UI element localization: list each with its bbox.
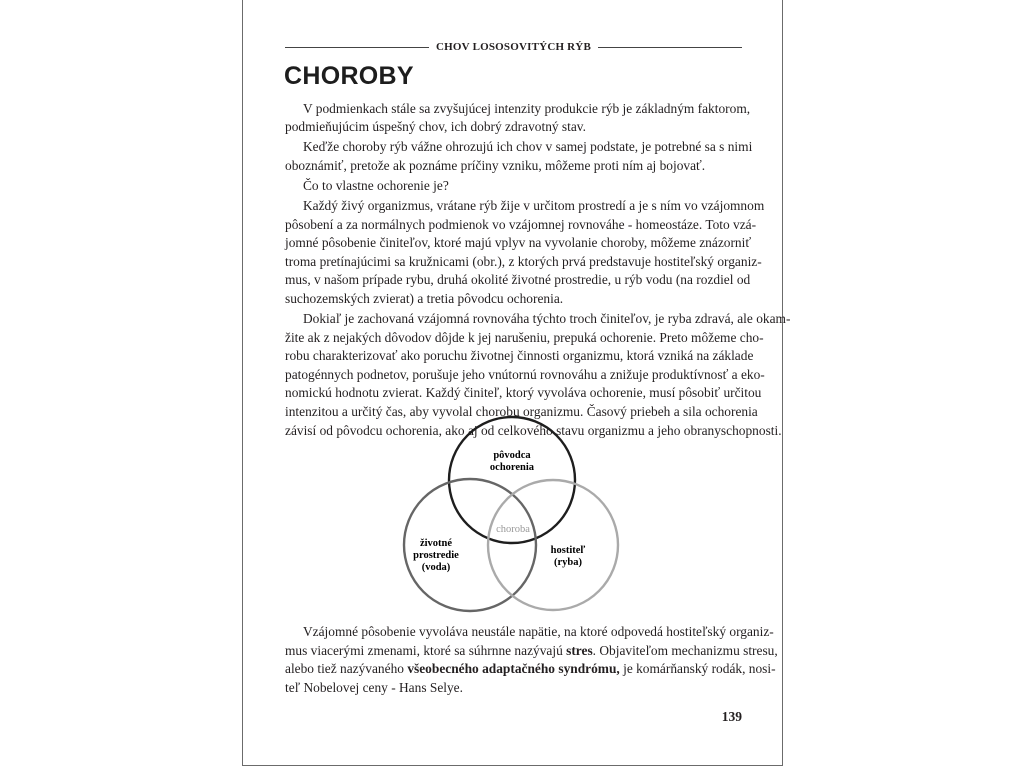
label-host-2: (ryba) bbox=[554, 557, 582, 568]
closing-paragraph bbox=[285, 623, 778, 697]
text-line: žite ak z nejakých dôvodov dôjde k jej narušeniu, prepuká ochorenie. Preto môžeme cho- bbox=[285, 329, 764, 345]
text-line: nomickú hodnotu zvierat. Každý činiteľ, ktorý vyvoláva ochorenie, musí pôsobiť určitou bbox=[285, 385, 762, 401]
closing-line-4: teľ Nobelovej ceny - Hans Selye. bbox=[285, 679, 463, 695]
text-line: troma pretínajúcimi sa kružnicami (obr.), z ktorých prvá predstavuje hostiteľský organiz- bbox=[285, 253, 762, 269]
text-line: jomné pôsobenie činiteľov, ktoré majú vplyv na vyvolanie choroby, môžeme znázorniť bbox=[285, 235, 752, 251]
text-line: Čo to vlastne ochorenie je? bbox=[303, 177, 449, 193]
text-line: Keďže choroby rýb vážne ohrozujú ich chov v samej podstate, je potrebné sa s nimi bbox=[303, 139, 753, 155]
label-environment-1: životné bbox=[419, 538, 453, 549]
text-line: V podmienkach stále sa zvyšujúcej intenzity produkcie rýb je základným faktorom, bbox=[303, 100, 751, 116]
text-line: pôsobení a za normálnych podmienok vo vzájomnej rovnováhe - homeostáze. Toto vzá- bbox=[285, 216, 757, 232]
text-line: intenzitou a určitý čas, aby vyvolal chorobu organizmu. Časový priebeh a sila ochorenia bbox=[285, 404, 758, 419]
label-environment-3: (voda) bbox=[421, 562, 451, 573]
label-disease: choroba bbox=[496, 524, 530, 535]
running-header-text: CHOV LOSOSOVITÝCH RÝB bbox=[436, 41, 591, 53]
text: . Objaviteľom mechanizmu stresu, bbox=[592, 642, 778, 658]
text-line: robu charakterizovať ako poruchu životnej činnosti organizmu, ktorá vzniká na základe bbox=[285, 348, 754, 364]
term-stres: stres bbox=[566, 642, 593, 658]
text: mus viacerými zmenami, ktoré sa súhrnne nazývajú bbox=[285, 642, 567, 658]
text: alebo tiež nazývaného bbox=[285, 661, 408, 677]
text-line: suchozemských zvierat) a tretia pôvodcu ochorenia. bbox=[285, 290, 564, 306]
closing-line-3 bbox=[285, 660, 776, 679]
term-gas: všeobecného adaptačného syndrómu, bbox=[407, 661, 620, 677]
text-line: oboznámiť, pretože ak poznáme príčiny vzniku, môžeme proti ním aj bojovať. bbox=[285, 157, 706, 173]
chapter-title: CHOROBY bbox=[284, 62, 414, 90]
label-pathogen-2: ochorenia bbox=[489, 462, 535, 473]
text-line: Dokiaľ je zachovaná vzájomná rovnováha týchto troch činiteľov, je ryba zdravá, ale okam- bbox=[303, 311, 791, 327]
text-line: závisí od pôvodcu ochorenia, ako aj od celkového stavu organizmu a jeho obranyschopnosti. bbox=[285, 422, 782, 438]
text-line: mus, v našom prípade rybu, druhá okolité životné prostredie, u rýb vodu (na rozdiel od bbox=[285, 272, 751, 288]
label-pathogen-1: pôvodca bbox=[493, 450, 531, 461]
label-host-1: hostiteľ bbox=[550, 545, 586, 556]
closing-line-1: Vzájomné pôsobenie vyvoláva neustále napätie, na ktoré odpovedá hostiteľský organiz- bbox=[303, 624, 774, 639]
text-line: Každý živý organizmus, vrátane rýb žije v určitom prostredí a je s ním vo vzájomnom bbox=[303, 197, 765, 213]
closing-line-2 bbox=[285, 642, 778, 661]
label-environment-2: prostredie bbox=[413, 550, 459, 561]
text: je komárňanský rodák, nosi- bbox=[619, 661, 776, 677]
text-line: patogénnych podnetov, porušuje jeho vnútornú rovnováhu a znižuje produktívnosť a eko- bbox=[285, 366, 765, 382]
page-number: 139 bbox=[721, 709, 742, 724]
text-line: podmieňujúcim úspešný chov, ich dobrý zdravotný stav. bbox=[285, 119, 586, 135]
